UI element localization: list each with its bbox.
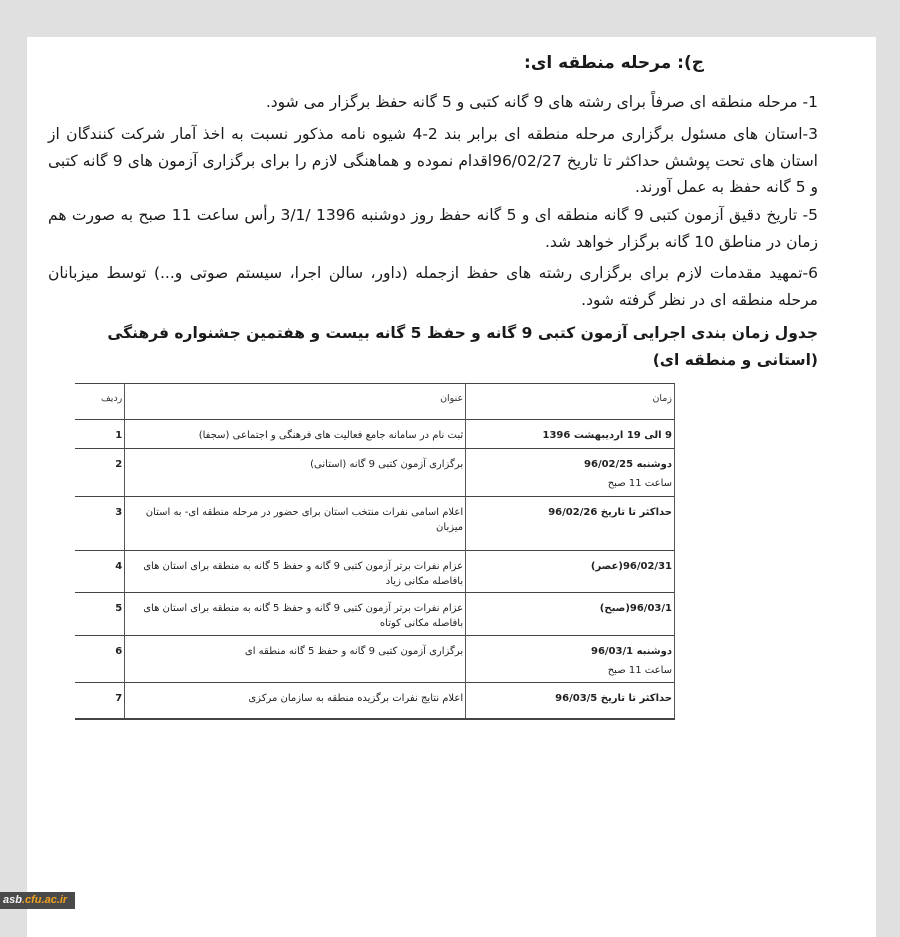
header-time: زمان xyxy=(466,384,675,420)
table-row xyxy=(75,636,675,683)
cell-time xyxy=(466,497,675,551)
time-main: دوشنبه 96/03/1 xyxy=(590,646,672,657)
cell-row-number: 1 xyxy=(75,420,125,449)
cell-row-number: 6 xyxy=(75,636,125,683)
table-row xyxy=(75,551,675,593)
time-main: حداکثر تا تاریخ 96/02/26 xyxy=(548,507,672,518)
section-heading: ج): مرحله منطقه ای: xyxy=(524,53,704,73)
paragraph-5: 5- تاریخ دقیق آزمون کتبی 9 گانه منطقه ای و 5 گانه حفظ روز دوشنبه 1396 /3/1 رأس ساعت 11 صبح به صورت هم زمان در مناطق 10 گانه برگزار خواهد شد. xyxy=(48,206,818,251)
time-main: حداکثر تا تاریخ 96/03/5 xyxy=(555,693,672,704)
cell-row-number: 4 xyxy=(75,551,125,593)
cell-title: اعلام اسامی نفرات منتخب استان برای حضور در مرحله منطقه ای- به استان میزبان xyxy=(125,497,466,551)
cell-title: ثبت نام در سامانه جامع فعالیت های فرهنگی و اجتماعی (سجفا) xyxy=(125,420,466,449)
paragraph-6: 6-تمهید مقدمات لازم برای برگزاری رشته های حفظ ازجمله (داور، سالن اجرا، سیستم صوتی و...) توسط میزبانان مرحله منطقه ای در نظر گرفته شود. xyxy=(48,264,818,309)
cell-time xyxy=(466,683,675,719)
cell-title: برگزاری آزمون کتبی 9 گانه و حفظ 5 گانه منطقه ای xyxy=(125,636,466,683)
table-header-row xyxy=(75,384,675,420)
cell-time xyxy=(466,551,675,593)
schedule-table xyxy=(75,383,675,720)
table-row xyxy=(75,497,675,551)
table-row xyxy=(75,420,675,449)
cell-row-number: 5 xyxy=(75,593,125,636)
paragraph-1: 1- مرحله منطقه ای صرفاً برای رشته های 9 گانه کتبی و 5 گانه حفظ برگزار می شود. xyxy=(265,93,818,111)
table-row xyxy=(75,593,675,636)
cell-time xyxy=(466,593,675,636)
time-main: 96/03/1(صبح) xyxy=(599,603,672,614)
header-row-number: ردیف xyxy=(75,384,125,420)
time-main: دوشنبه 96/02/25 xyxy=(584,459,672,470)
cell-time xyxy=(466,420,675,449)
time-sub: ساعت 11 صبح xyxy=(607,665,672,676)
watermark-prefix: asb xyxy=(3,894,22,906)
cell-title: عزام نفرات برتر آزمون کتبی 9 گانه و حفظ 5 گانه به منطقه برای استان های بافاصله مکانی کوتاه xyxy=(125,593,466,636)
cell-title: اعلام نتایج نفرات برگزیده منطقه به سازمان مرکزی xyxy=(125,683,466,719)
table-title: جدول زمان بندی اجرایی آزمون کتبی 9 گانه و حفظ 5 گانه بیست و هفتمین جشنواره فرهنگی (استانی و منطقه ای) xyxy=(107,324,818,369)
time-sub: ساعت 11 صبح xyxy=(607,478,672,489)
cell-row-number: 2 xyxy=(75,449,125,497)
time-main: 96/02/31(عصر) xyxy=(590,561,672,572)
cell-time xyxy=(466,636,675,683)
cell-title: عزام نفرات برتر آزمون کتبی 9 گانه و حفظ 5 گانه به منطقه برای استان های بافاصله مکانی زیاد xyxy=(125,551,466,593)
time-main: 9 الی 19 اردیبهشت 1396 xyxy=(542,430,672,441)
cell-time xyxy=(466,449,675,497)
table-row xyxy=(75,449,675,497)
watermark-domain: .cfu.ac.ir xyxy=(21,894,68,906)
site-watermark xyxy=(0,892,75,909)
cell-row-number: 7 xyxy=(75,683,125,719)
cell-row-number: 3 xyxy=(75,497,125,551)
paragraph-3: 3-استان های مسئول برگزاری مرحله منطقه ای برابر بند 2-4 شیوه نامه مذکور نسبت به اخذ آمار شرکت کنندگان از استان های تحت پوشش حداکثر تا تاریخ 96/02/27اقدام نموده و هماهنگی لازم را برای برگزاری آزمون های 9 گانه کتبی و 5 گانه حفظ به عمل آورند. xyxy=(48,125,819,196)
document-page xyxy=(27,37,876,937)
cell-title: برگزاری آزمون کتبی 9 گانه (استانی) xyxy=(125,449,466,497)
table-row xyxy=(75,683,675,719)
header-title: عنوان xyxy=(125,384,466,420)
